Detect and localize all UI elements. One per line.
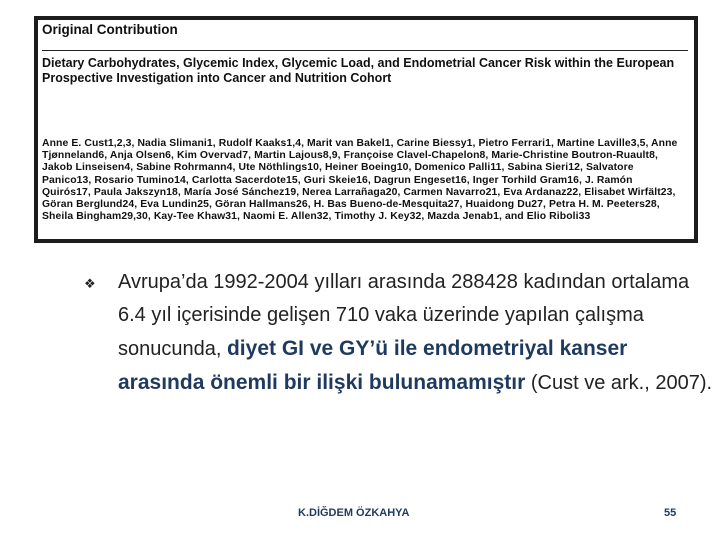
author-list: Anne E. Cust1,2,3, Nadia Slimani1, Rudolf Kaaks1,4, Marit van Bakel1, Carine Biessy1, Pietro Ferrari1, Martine Laville3,5, Anne Tjønneland6, Anja Olsen6, Kim Overvad7, Martin Lajous8,9, Françoise Clavel-Chapelon8, Marie-Christine Boutron-Ruault8, Jakob Linseisen4, Sabine Rohrmann4, Ute Nöthlings10, Heiner Boeing10, Domenico Palli11, Sabina Sieri12, Salvatore Panico13, Rosario Tumino14, Carlotta Sacerdote15, Guri Skeie16, Dagrun Engeset16, Inger Torhild Gram16, J. Ramón Quirós17, Paula Jakszyn18, María José Sánchez19, Nerea Larrañaga20, Carmen Navarro21, Eva Ardanaz22, Elisabet Wirfält23, Göran Berglund24, Eva Lundin25, Göran Hallmans26, H. Bas Bueno-de-Mesquita27, Huaidong Du27, Petra H. M. Peeters28, Sheila Bingham29,30, Kay-Tee Khaw31, Naomi E. Allen32, Timothy J. Key32, Mazda Jenab1, and Elio Riboli33 bbox=[42, 138, 678, 223]
paper-screenshot bbox=[34, 16, 698, 243]
paper-page bbox=[38, 20, 694, 239]
bullet-plain-text: Avrupa’da 1992-2004 yılları arasında 288428 kadından ortalama 6.4 yıl içerisinde gelişen 710 vaka üzerinde yapılan çalışma sonucunda, bbox=[118, 271, 690, 360]
citation-text: (Cust ve ark., 2007). bbox=[525, 372, 713, 394]
paper-title: Dietary Carbohydrates, Glycemic Index, Glycemic Load, and Endometrial Cancer Risk within the European Prospective Investigation into Cancer and Nutrition Cohort bbox=[42, 56, 675, 85]
bullet-icon: ❖ bbox=[84, 276, 96, 291]
page-number: 55 bbox=[664, 507, 677, 519]
divider bbox=[42, 50, 688, 51]
section-label: Original Contribution bbox=[42, 22, 178, 37]
bullet-emphasis-text: diyet GI ve GY’ü ile endometriyal kanser arasında önemli bir ilişki bulunamamıştır bbox=[118, 337, 628, 394]
bullet-text bbox=[118, 266, 714, 400]
footer-author: K.DİĞDEM ÖZKAHYA bbox=[298, 507, 410, 519]
